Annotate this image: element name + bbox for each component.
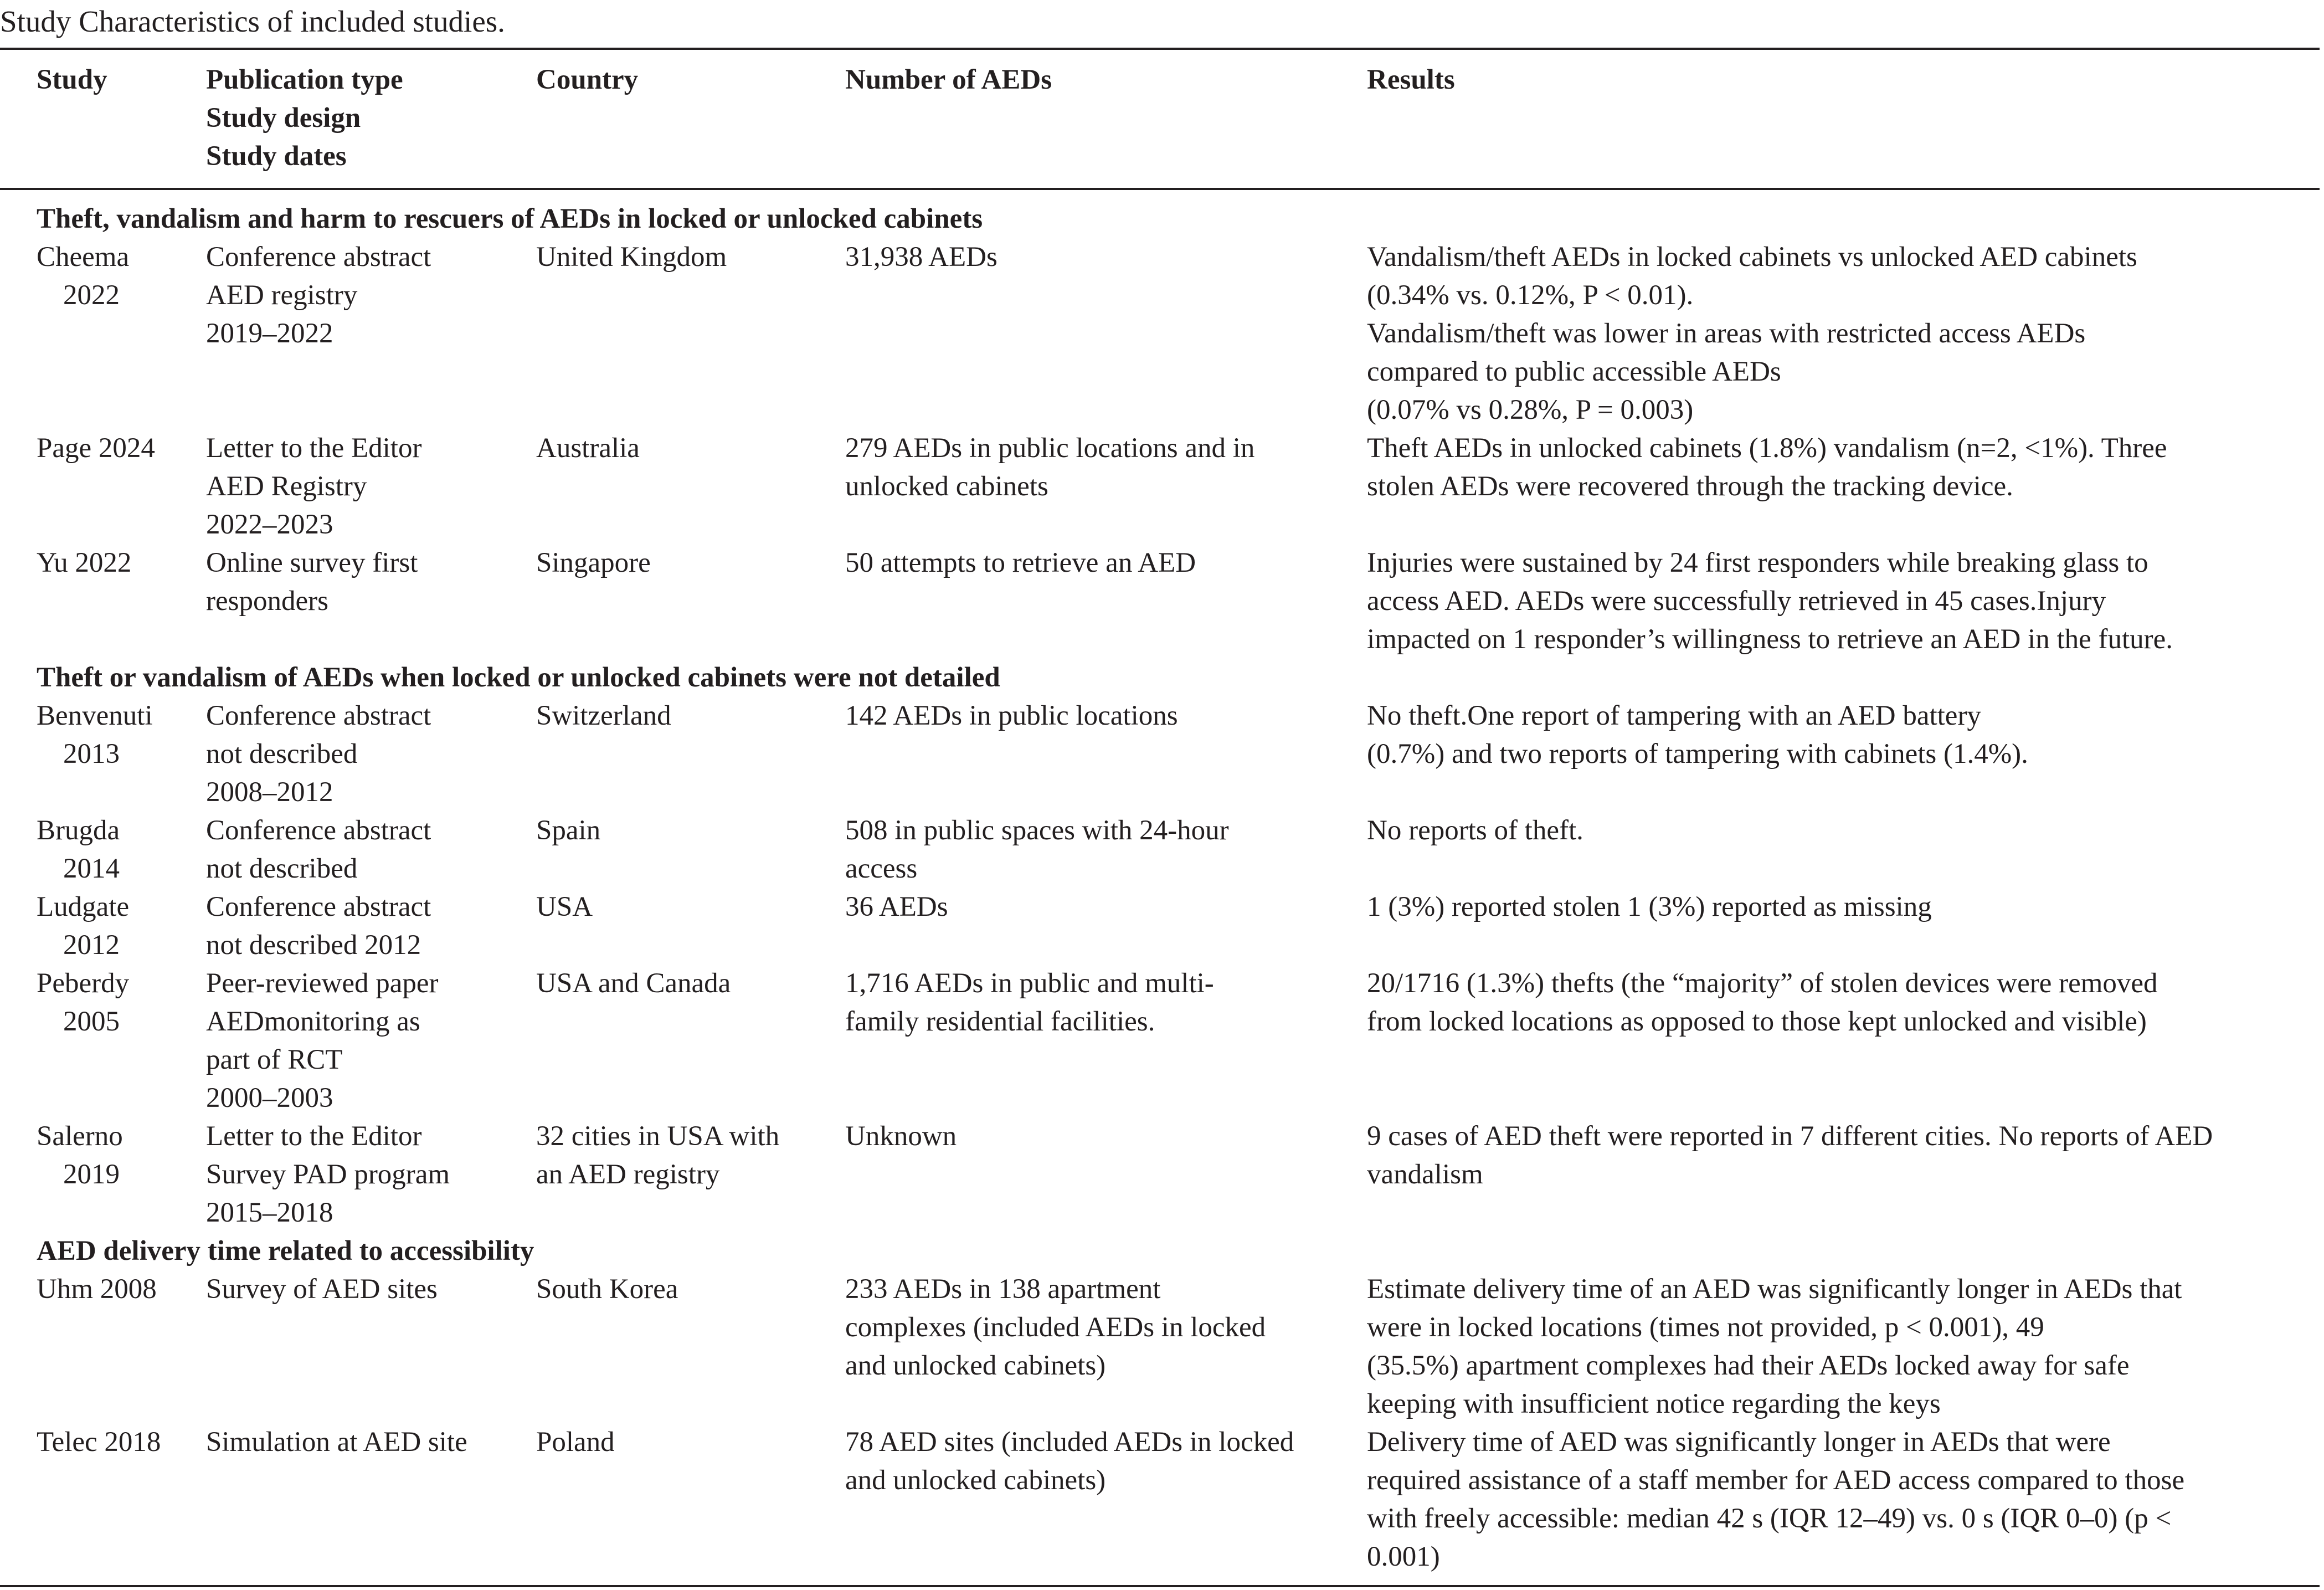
cell-publication — [206, 544, 536, 659]
table-row — [0, 812, 2320, 888]
cell-study — [0, 812, 206, 888]
cell-study — [0, 544, 206, 659]
cell-publication — [206, 1270, 536, 1423]
cell-line: impacted on 1 responder’s willingness to retrieve an AED in the future. — [1367, 624, 2173, 655]
cell-publication — [206, 697, 536, 812]
cell-line: (0.34% vs. 0.12%, P < 0.01). — [1367, 280, 1694, 311]
cell-line: Vandalism/theft AEDs in locked cabinets vs unlocked AED cabinets — [1367, 242, 2137, 273]
cell-line: 2012 — [63, 930, 120, 961]
table-row — [0, 697, 2320, 812]
cell-line: AEDmonitoring as — [206, 1006, 420, 1037]
header-publication — [206, 61, 536, 176]
header-study — [0, 61, 206, 176]
cell-number — [845, 1423, 1367, 1576]
cell-line: Conference abstract — [206, 242, 431, 273]
cell-country — [536, 1117, 845, 1232]
table-header-row — [0, 50, 2320, 190]
cell-study — [0, 965, 206, 1117]
cell-line: AED registry — [206, 280, 358, 311]
cell-line: United Kingdom — [536, 242, 727, 273]
cell-line: vandalism — [1367, 1159, 1483, 1190]
cell-line: family residential facilities. — [845, 1006, 1155, 1037]
cell-line: 2008–2012 — [206, 777, 333, 808]
cell-results — [1367, 1423, 2320, 1576]
cell-line: Number of AEDs — [845, 64, 1052, 95]
study-characteristics-table — [0, 48, 2320, 1587]
cell-line: (0.07% vs 0.28%, P = 0.003) — [1367, 394, 1694, 425]
cell-study — [0, 888, 206, 965]
cell-line: Benvenuti — [37, 700, 153, 731]
cell-line: Study design — [206, 102, 361, 134]
cell-line: (0.7%) and two reports of tampering with cabinets (1.4%). — [1367, 738, 2028, 770]
cell-number — [845, 1270, 1367, 1423]
cell-line: Conference abstract — [206, 700, 431, 731]
cell-line: 1 (3%) reported stolen 1 (3%) reported as missing — [1367, 891, 1932, 922]
cell-line: 50 attempts to retrieve an AED — [845, 547, 1196, 578]
cell-line: 0.001) — [1367, 1541, 1440, 1572]
cell-country — [536, 429, 845, 544]
header-country — [536, 61, 845, 176]
cell-results — [1367, 544, 2320, 659]
cell-line: Uhm 2008 — [37, 1274, 157, 1305]
cell-results — [1367, 238, 2320, 429]
cell-results — [1367, 812, 2320, 888]
cell-line: South Korea — [536, 1274, 678, 1305]
cell-publication — [206, 1423, 536, 1576]
cell-country — [536, 1423, 845, 1576]
cell-study — [0, 1423, 206, 1576]
cell-line: 508 in public spaces with 24-hour — [845, 815, 1229, 846]
cell-country — [536, 697, 845, 812]
cell-country — [536, 965, 845, 1117]
cell-line: unlocked cabinets — [845, 471, 1048, 502]
section-heading: Theft or vandalism of AEDs when locked or unlocked cabinets were not detailed — [37, 662, 1000, 693]
cell-number — [845, 697, 1367, 812]
cell-line: Survey of AED sites — [206, 1274, 438, 1305]
cell-line: Telec 2018 — [37, 1427, 161, 1458]
table-row — [0, 429, 2320, 544]
cell-line: Page 2024 — [37, 433, 155, 464]
cell-publication — [206, 429, 536, 544]
cell-line: access — [845, 853, 918, 884]
cell-line: 2019 — [63, 1159, 120, 1190]
cell-publication — [206, 965, 536, 1117]
cell-country — [536, 544, 845, 659]
cell-line: Estimate delivery time of an AED was significantly longer in AEDs that — [1367, 1274, 2182, 1305]
cell-line: Brugda — [37, 815, 120, 846]
cell-publication — [206, 238, 536, 429]
cell-line: Yu 2022 — [37, 547, 132, 578]
cell-line: 2013 — [63, 738, 120, 770]
cell-line: Conference abstract — [206, 891, 431, 922]
cell-line: Survey PAD program — [206, 1159, 450, 1190]
cell-study — [0, 697, 206, 812]
cell-line: Salerno — [37, 1121, 123, 1152]
cell-number — [845, 429, 1367, 544]
cell-line: 32 cities in USA with — [536, 1121, 780, 1152]
cell-country — [536, 1270, 845, 1423]
cell-results — [1367, 1270, 2320, 1423]
cell-line: Singapore — [536, 547, 651, 578]
cell-line: (35.5%) apartment complexes had their AEDs locked away for safe — [1367, 1350, 2130, 1381]
section-heading: AED delivery time related to accessibility — [37, 1235, 534, 1266]
cell-line: 2022–2023 — [206, 509, 333, 540]
table-row — [0, 888, 2320, 965]
cell-line: 142 AEDs in public locations — [845, 700, 1178, 731]
cell-line: 2005 — [63, 1006, 120, 1037]
cell-line: complexes (included AEDs in locked — [845, 1312, 1266, 1343]
cell-line: AED Registry — [206, 471, 367, 502]
cell-line: not described 2012 — [206, 930, 421, 961]
cell-line: Theft AEDs in unlocked cabinets (1.8%) vandalism (n=2, <1%). Three — [1367, 433, 2167, 464]
cell-number — [845, 238, 1367, 429]
cell-results — [1367, 697, 2320, 812]
cell-line: 279 AEDs in public locations and in — [845, 433, 1255, 464]
cell-line: No theft.One report of tampering with an AED battery — [1367, 700, 1981, 731]
cell-line: from locked locations as opposed to those kept unlocked and visible) — [1367, 1006, 2147, 1037]
cell-line: Letter to the Editor — [206, 1121, 422, 1152]
cell-line: Online survey first — [206, 547, 418, 578]
cell-line: 9 cases of AED theft were reported in 7 different cities. No reports of AED — [1367, 1121, 2213, 1152]
cell-line: 20/1716 (1.3%) thefts (the “majority” of stolen devices were removed — [1367, 968, 2158, 999]
cell-line: 36 AEDs — [845, 891, 948, 922]
cell-line: Australia — [536, 433, 640, 464]
cell-study — [0, 1270, 206, 1423]
cell-country — [536, 888, 845, 965]
table-row — [0, 1270, 2320, 1423]
cell-line: Publication type — [206, 64, 403, 95]
cell-country — [536, 812, 845, 888]
cell-line: 2000–2003 — [206, 1083, 333, 1114]
cell-line: Spain — [536, 815, 601, 846]
cell-line: Vandalism/theft was lower in areas with restricted access AEDs — [1367, 318, 2086, 349]
cell-line: keeping with insufficient notice regarding the keys — [1367, 1388, 1941, 1419]
cell-line: with freely accessible: median 42 s (IQR 12–49) vs. 0 s (IQR 0–0) (p < — [1367, 1503, 2172, 1534]
cell-line: Study — [37, 64, 107, 95]
cell-line: responders — [206, 586, 328, 617]
cell-line: No reports of theft. — [1367, 815, 1583, 846]
cell-line: USA and Canada — [536, 968, 731, 999]
cell-line: 233 AEDs in 138 apartment — [845, 1274, 1161, 1305]
cell-line: Simulation at AED site — [206, 1427, 467, 1458]
cell-line: Ludgate — [37, 891, 130, 922]
table-row — [0, 544, 2320, 659]
cell-line: Cheema — [37, 242, 130, 273]
cell-study — [0, 238, 206, 429]
table-body — [0, 190, 2320, 1585]
section-heading: Theft, vandalism and harm to rescuers of AEDs in locked or unlocked cabinets — [37, 203, 983, 234]
cell-line: were in locked locations (times not provided, p < 0.001), 49 — [1367, 1312, 2044, 1343]
table-row — [0, 238, 2320, 429]
cell-number — [845, 544, 1367, 659]
cell-line: Injuries were sustained by 24 first responders while breaking glass to — [1367, 547, 2148, 578]
header-results — [1367, 61, 2320, 176]
cell-study — [0, 429, 206, 544]
cell-line: Peer-reviewed paper — [206, 968, 439, 999]
cell-publication — [206, 888, 536, 965]
table-caption: Study Characteristics of included studies. — [0, 4, 505, 38]
cell-line: 2022 — [63, 280, 120, 311]
cell-line: Letter to the Editor — [206, 433, 422, 464]
table-row — [0, 1423, 2320, 1576]
cell-number — [845, 965, 1367, 1117]
cell-number — [845, 1117, 1367, 1232]
header-number-of-aeds — [845, 61, 1367, 176]
cell-number — [845, 888, 1367, 965]
cell-line: and unlocked cabinets) — [845, 1350, 1106, 1381]
cell-line: not described — [206, 738, 358, 770]
cell-line: USA — [536, 891, 593, 922]
cell-line: stolen AEDs were recovered through the tracking device. — [1367, 471, 2013, 502]
cell-line: part of RCT — [206, 1044, 343, 1075]
cell-country — [536, 238, 845, 429]
cell-results — [1367, 965, 2320, 1117]
cell-line: 78 AED sites (included AEDs in locked — [845, 1427, 1294, 1458]
cell-line: Country — [536, 64, 639, 95]
cell-line: and unlocked cabinets) — [845, 1465, 1106, 1496]
cell-publication — [206, 1117, 536, 1232]
cell-line: Switzerland — [536, 700, 671, 731]
cell-line: not described — [206, 853, 358, 884]
cell-results — [1367, 888, 2320, 965]
cell-line: an AED registry — [536, 1159, 720, 1190]
cell-number — [845, 812, 1367, 888]
cell-publication — [206, 812, 536, 888]
cell-line: 1,716 AEDs in public and multi- — [845, 968, 1214, 999]
table-row — [0, 1117, 2320, 1232]
cell-line: 2015–2018 — [206, 1197, 333, 1228]
cell-line: Study dates — [206, 141, 347, 172]
cell-line: 31,938 AEDs — [845, 242, 998, 273]
cell-line: required assistance of a staff member for AED access compared to those — [1367, 1465, 2185, 1496]
cell-line: access AED. AEDs were successfully retrieved in 45 cases.Injury — [1367, 586, 2106, 617]
cell-line: Conference abstract — [206, 815, 431, 846]
table-row — [0, 965, 2320, 1117]
cell-line: compared to public accessible AEDs — [1367, 356, 1781, 387]
cell-line: Unknown — [845, 1121, 957, 1152]
cell-study — [0, 1117, 206, 1232]
cell-line: 2019–2022 — [206, 318, 333, 349]
cell-line: Delivery time of AED was significantly longer in AEDs that were — [1367, 1427, 2111, 1458]
cell-line: Results — [1367, 64, 1455, 95]
cell-line: Poland — [536, 1427, 615, 1458]
cell-results — [1367, 429, 2320, 544]
cell-line: Peberdy — [37, 968, 130, 999]
cell-results — [1367, 1117, 2320, 1232]
cell-line: 2014 — [63, 853, 120, 884]
